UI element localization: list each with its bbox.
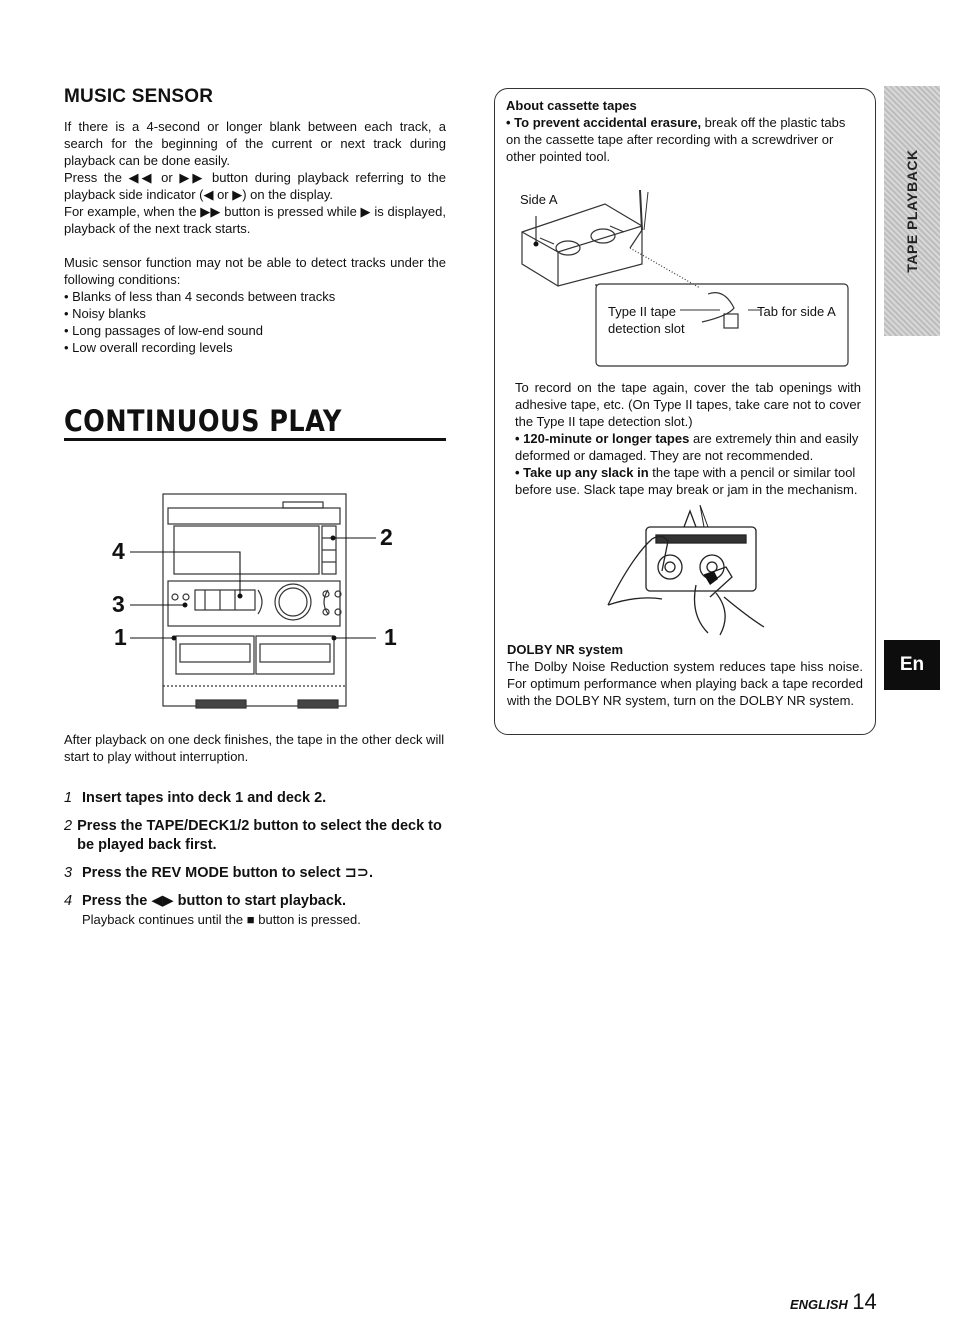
callout-1-right: 1 [384,624,397,650]
continuous-play-heading: CONTINUOUS PLAY [64,404,342,438]
music-sensor-press-text: Press the ◀◀ or ▶▶ button during playback referring to the playback side indicator (◀ or ▶) on the display. [64,170,446,202]
step-1 [64,789,448,808]
conditions-list [64,288,446,356]
list-item: • Noisy blanks [64,306,146,321]
dolby-paragraph: The Dolby Noise Reduction system reduces tape hiss noise. For optimum performance when playing back a tape recorded with the DOLBY NR system, turn on the DOLBY NR system. [507,659,863,708]
step-text: Press the TAPE/DECK1/2 button to select the deck to be played back first. [77,818,442,853]
footer-language: ENGLISH [790,1297,848,1312]
steps-list [64,789,448,928]
slack-bold: • Take up any slack in [515,465,649,480]
step-3 [64,864,448,883]
step-4 [64,892,448,911]
cassette-figure [510,186,860,371]
tab-side-a-label: Tab for side A [757,304,836,319]
music-sensor-para1: If there is a 4-second or longer blank between each track, a search for the beginning of the current or next track during playback can be done easily. [64,119,446,168]
callout-4: 4 [112,538,125,564]
about-cassette-heading: About cassette tapes [506,98,637,113]
list-item: • Low overall recording levels [64,340,233,355]
language-tab [884,640,940,690]
step-text: Press the ◀▶ button to start playback. [82,893,347,909]
min120-paragraph [515,430,861,464]
slack-paragraph [515,464,861,498]
step-2 [64,817,448,855]
erasure-text: break off the plastic tabs on the cassette tape after recording with a screwdriver or other pointed tool. [506,115,846,164]
callout-3: 3 [112,591,125,617]
erasure-paragraph [506,114,862,165]
continuous-play-description: After playback on one deck finishes, the tape in the other deck will start to play without interruption. [64,732,445,764]
cassette-illustration [510,186,860,371]
list-item: • Blanks of less than 4 seconds between tracks [64,289,336,304]
erasure-bold: • To prevent accidental erasure, [506,115,702,130]
callout-2: 2 [380,524,393,550]
pencil-hand-figure [600,505,780,640]
page-footer [790,1289,877,1315]
music-sensor-heading: MUSIC SENSOR [64,86,214,107]
tape-playback-label: TAPE PLAYBACK [904,149,920,273]
record-again-paragraph: To record on the tape again, cover the tab openings with adhesive tape, etc. (On Type II tapes, take care not to cover the Type II tape detection slot.) [515,380,861,429]
side-a-label: Side A [520,192,558,207]
dolby-section [507,641,863,709]
stereo-figure [108,486,408,716]
step-4-note: Playback continues until the ■ button is pressed. [82,912,361,927]
list-item: • Long passages of low-end sound [64,323,263,338]
min120-text: are extremely thin and easily deformed or damaged. They are not recommended. [515,431,859,463]
step-text: Insert tapes into deck 1 and deck 2. [82,790,327,806]
step-number: 1 [64,790,73,806]
step-text: Press the REV MODE button to select ⊐⊃. [82,865,373,881]
heading-rule [64,438,446,441]
step-number: 2 [64,818,73,834]
slack-tape-illustration [600,505,780,640]
step-number: 4 [64,893,73,909]
stereo-unit-illustration [108,486,408,716]
type-ii-slot-label: Type II tape detection slot [608,304,685,336]
cassette-box-notes [515,379,861,498]
music-sensor-example-text: For example, when the ▶▶ button is pressed while ▶ is displayed, playback of the next track starts. [64,204,446,236]
language-tab-label: En [899,654,925,675]
dolby-heading: DOLBY NR system [507,642,624,657]
page-number: 14 [852,1289,877,1314]
min120-bold: • 120-minute or longer tapes [515,431,690,446]
step-number: 3 [64,865,73,881]
callout-1-left: 1 [114,624,127,650]
slack-text: the tape with a pencil or similar tool before use. Slack tape may break or jam in the mechanism. [515,465,858,497]
music-sensor-body [64,118,446,356]
tape-playback-side-tab [884,86,940,336]
music-sensor-conditions-intro: Music sensor function may not be able to detect tracks under the following conditions: [64,255,446,287]
cassette-box-content [506,97,862,165]
